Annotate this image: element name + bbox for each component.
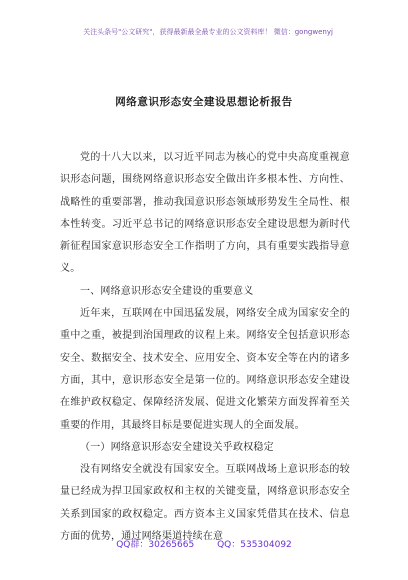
subsection-heading: （一）网络意识形态安全建设关乎政权稳定 — [80, 441, 274, 453]
footer-qq-group: QQ群：30265665 — [116, 540, 195, 550]
footer-qq: QQ：535304092 — [217, 540, 292, 550]
footer-contact — [0, 537, 408, 550]
body-paragraph: 近年来，互联网在中国迅猛发展，网络安全成为国家安全的重中之重，被提到治国理政的议程上来。网络安全包括意识形态安全、数据安全、技术安全、应用安全、资本安全等在内的诸多方面，其中，意识形态安全是第一位的。网络意识形态安全建设在维护政权稳定、保障经济发展、促进文化繁荣方面发挥着至关重要的作用，其最终目标是要促进实现人的全面发展。 — [60, 308, 350, 431]
body-paragraph: 没有网络安全就没有国家安全。互联网战场上意识形态的较量已经成为捍卫国家政权和主权的关键变量，网络意识形态安全关系到国家的政权稳定。西方资本主义国家凭借其在技术、信息方面的优势，通过网络渠道持续在意 — [60, 464, 350, 543]
document-body — [60, 147, 350, 548]
section-heading: 一、网络意识形态安全建设的重要意义 — [80, 285, 254, 297]
document-title: 网络意识形态安全建设思想论析报告 — [115, 96, 293, 108]
intro-paragraph: 党的十八大以来，以习近平同志为核心的党中央高度重视意识形态问题，围绕网络意识形态安全做出许多根本性、方向性、战略性的重要部署，推动我国意识形态领域形势发生全局性、根本性转变。习近平总书记的网络意识形态安全建设思想为新时代新征程国家意识形态安全工作指明了方向，具有重要实践指导意义。 — [60, 152, 350, 275]
header-banner: 关注头条号"公文研究"，获得最新最全最专业的公文资料库！ 微信：gongwenyj — [83, 28, 333, 36]
